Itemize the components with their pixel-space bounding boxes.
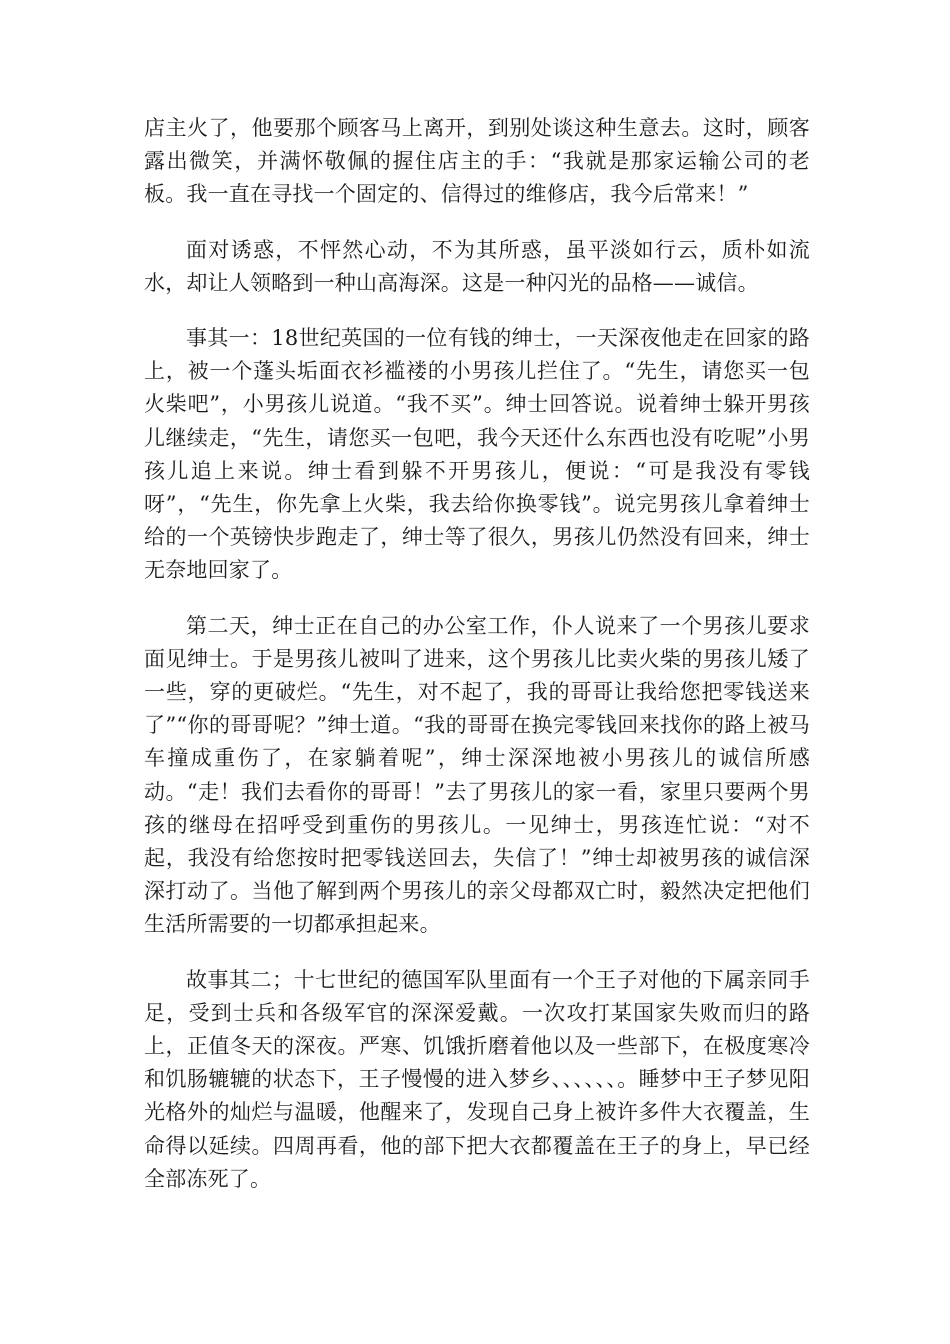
- paragraph-story-two: 故事其二；十七世纪的德国军队里面有一个王子对他的下属亲同手足，受到士兵和各级军官的深深爱戴。一次攻打某国家失败而归的路上，正值冬天的深夜。严寒、饥饿折磨着他以及一些部下，在极度寒冷和饥肠辘辘的状态下，王子慢慢的进入梦乡、、、、、、。睡梦中王子梦见阳光格外的灿烂与温暖，他醒来了，发现自己身上被许多件大衣覆盖，生命得以延续。四周再看，他的部下把大衣都覆盖在王子的身上，早已经全部冻死了。: [144, 967, 810, 1191]
- document-page: [144, 112, 810, 1218]
- paragraph-story-one: 事其一：18世纪英国的一位有钱的绅士，一天深夜他走在回家的路上，被一个蓬头垢面衣衫褴褛的小男孩儿拦住了。“先生，请您买一包火柴吧”，小男孩儿说道。“我不买”。绅士回答说。说着绅士躲开男孩儿继续走，“先生，请您买一包吧，我今天还什么东西也没有吃呢”小男孩儿追上来说。绅士看到躲不开男孩儿，便说：“可是我没有零钱呀”，“先生，你先拿上火柴，我去给你换零钱”。说完男孩儿拿着绅士给的一个英镑快步跑走了，绅士等了很久，男孩儿仍然没有回来，绅士无奈地回家了。: [144, 326, 810, 583]
- paragraph-shop-owner: 店主火了，他要那个顾客马上离开，到别处谈这种生意去。这时，顾客露出微笑，并满怀敬佩的握住店主的手：“我就是那家运输公司的老板。我一直在寻找一个固定的、信得过的维修店，我今后常来！”: [144, 116, 810, 207]
- paragraph-next-day: 第二天，绅士正在自己的办公室工作，仆人说来了一个男孩儿要求面见绅士。于是男孩儿被叫了进来，这个男孩儿比卖火柴的男孩儿矮了一些，穿的更破烂。“先生，对不起了，我的哥哥让我给您把零钱送来了”“你的哥哥呢？”绅士道。“我的哥哥在换完零钱回来找你的路上被马车撞成重伤了，在家躺着呢”，绅士深深地被小男孩儿的诚信所感动。“走！我们去看你的哥哥！”去了男孩儿的家一看，家里只要两个男孩的继母在招呼受到重伤的男孩儿。一见绅士，男孩连忙说：“对不起，我没有给您按时把零钱送回去，失信了！”绅士却被男孩的诚信深深打动了。当他了解到两个男孩儿的亲父母都双亡时，毅然决定把他们生活所需要的一切都承担起来。: [144, 613, 810, 937]
- paragraph-integrity-summary: 面对诱惑，不怦然心动，不为其所惑，虽平淡如行云，质朴如流水，却让人领略到一种山高海深。这是一种闪光的品格——诚信。: [144, 237, 810, 295]
